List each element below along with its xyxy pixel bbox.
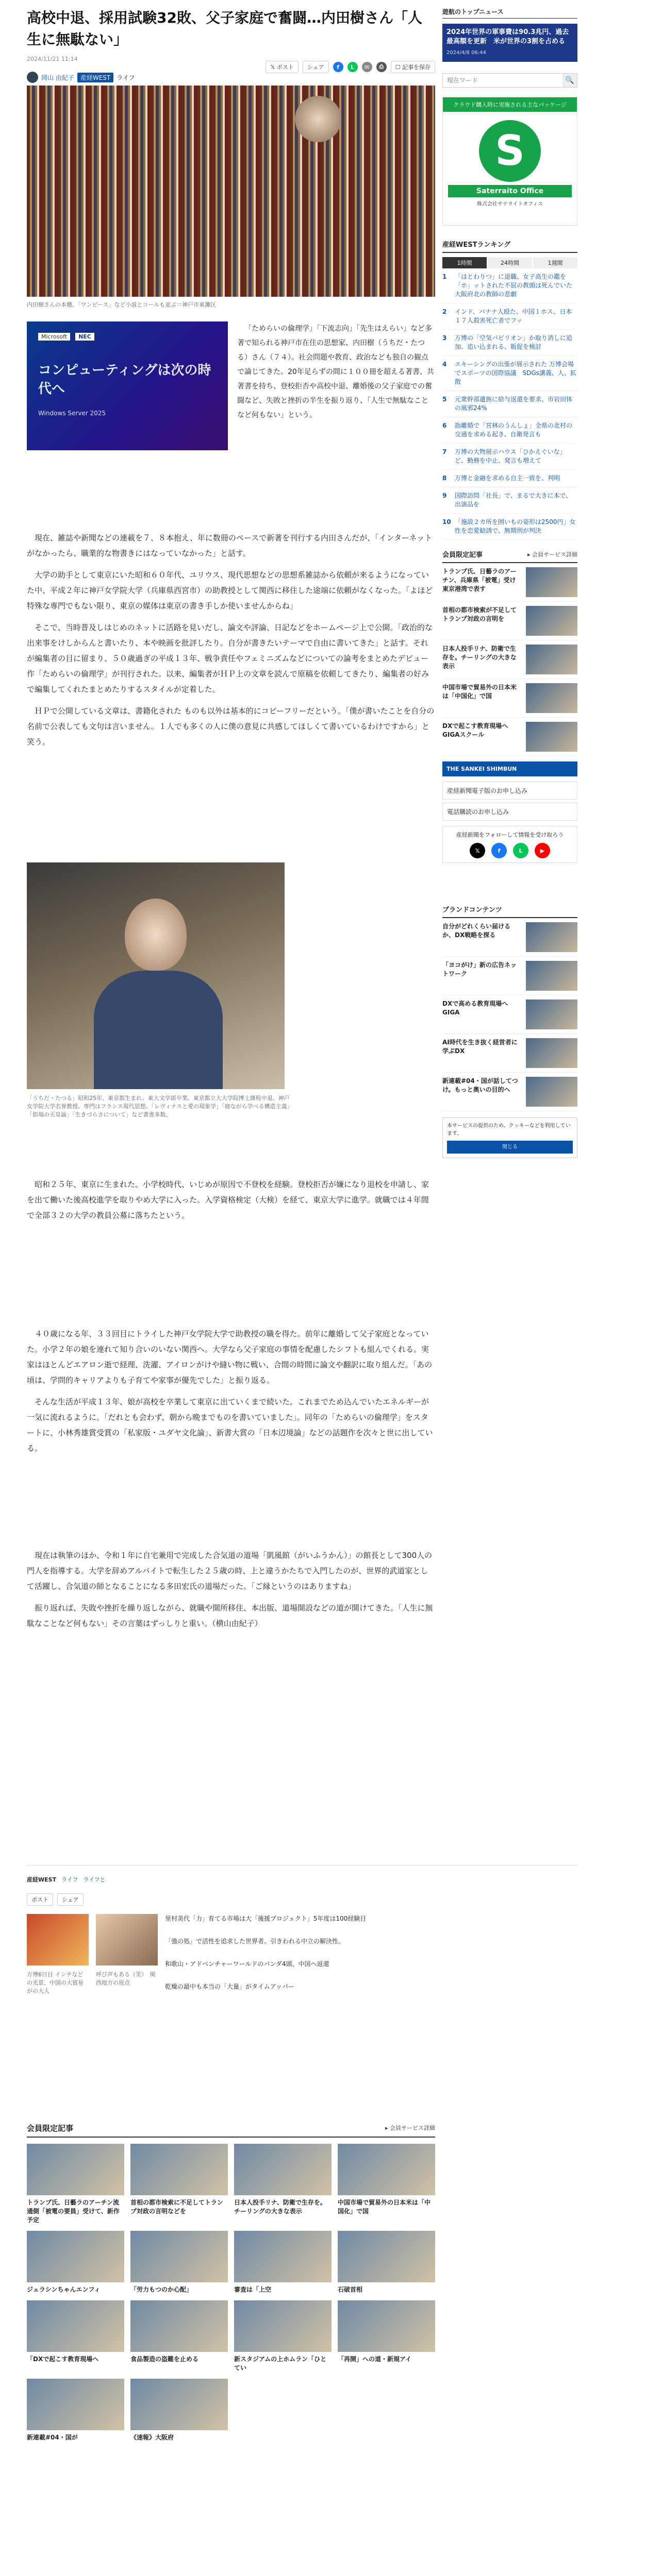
ad-company-jp: 株式会社サテライトオフィス: [476, 201, 543, 207]
ranking-tab[interactable]: 1時間: [442, 257, 487, 268]
related-thumb-1[interactable]: [27, 1914, 89, 1965]
limited-card-thumb: [130, 2231, 228, 2282]
brand-item-thumb: [526, 922, 577, 952]
limited-card-thumb: [27, 2231, 124, 2282]
body-section-2: [27, 1177, 435, 1229]
limited-card[interactable]: [27, 2144, 124, 2225]
limited-card-text: 「DXで起こす教育現場へ: [27, 2355, 99, 2363]
follow-box: [442, 826, 577, 863]
share-bar: [266, 61, 435, 73]
body-paragraph: 振り返れば、失敗や挫折を繰り返しながら、就職や開所移住、本出版、道場開設などの道が開けてきた。「人生に無駄なことなど何もない」その言葉はずっしりと重い。（横山由紀子）: [27, 1603, 433, 1628]
person-figure: [295, 96, 341, 142]
brand-title: ブランドコンテンツ: [442, 904, 577, 918]
intro-text: [237, 321, 435, 429]
brand-item-thumb: [526, 1077, 577, 1107]
ranking-tab[interactable]: 1週間: [533, 257, 577, 268]
brand-item-thumb: [526, 961, 577, 991]
bookshelf-photo: [27, 86, 435, 297]
body-paragraph: ＨＰで公開している文章は、書籍化された ものも以外は基本的にコピーフリーだという。「僕が書いたことを自分の名前で公表しても文句は言いません。１人でも多くの人に僕の意見に共感してほしくて書いているわけですから」と笑う。: [27, 706, 435, 747]
limited-card-thumb: [27, 2144, 124, 2195]
lower-limited: [27, 2123, 435, 2442]
limited-item[interactable]: [442, 563, 577, 602]
ranking-item[interactable]: [442, 487, 577, 514]
limited-item-thumb: [526, 722, 577, 752]
share-other-button[interactable]: シェア: [57, 1893, 84, 1906]
ad-saterraito-banner: クラウド購入時に実施される主なパッケージ: [443, 97, 577, 112]
limited-card-text: 食品製造の盗難を止める: [130, 2355, 199, 2363]
limited-header: [442, 549, 577, 563]
lower-limited-grid: [27, 2144, 435, 2442]
body-paragraph: 大学の助手として東京にいた昭和６０年代、ユリウス、現代思想などの思想系雑誌から依頼が来るようになっていた中、平成２年に神戸女学院大学（兵庫県西宮市）の助教授として関西に移住した途端に依頼がなくなった。「よほど特殊な専門でもない限り、東京の媒体は東京の書き手しか使いませんからね」: [27, 570, 433, 611]
ranking-number: 2: [442, 308, 447, 315]
limited-card-thumb: [234, 2144, 332, 2195]
photo1-caption: 内田樹さんの本棚。「ワンピース」など小説とコールも並ぶ＝神戸市東灘区: [27, 301, 217, 308]
brand-item-thumb: [526, 999, 577, 1029]
search-icon[interactable]: 🔍: [562, 74, 577, 87]
limited-item[interactable]: [442, 718, 577, 756]
ranking-item[interactable]: [442, 417, 577, 444]
limited-item-thumb: [526, 683, 577, 713]
ranking-item[interactable]: [442, 444, 577, 470]
limited-card-text: 《速報》大阪府: [130, 2434, 174, 2441]
x-icon: 𝕏: [270, 64, 275, 71]
brand-list: [442, 918, 577, 1111]
ranking-number: 3: [442, 334, 447, 342]
limited-title: 会員限定記事: [442, 551, 483, 559]
body-paragraph: 昭和２５年、東京に生まれた。小学校時代、いじめが原因で不登校を経験。登校拒否が嫌になり退校を申請し、家を出て働いた後高校進学を取りやめ大学に入った。入学資格検定（大検）を経て、東京大学に進学。就職では４年間で全部３２の大学の教員公募に落ちたという。: [27, 1180, 429, 1220]
limited-card[interactable]: [234, 2144, 332, 2225]
limited-card[interactable]: [27, 2379, 124, 2442]
limited-card[interactable]: [338, 2300, 435, 2372]
subcategory-tag[interactable]: ライフ: [117, 74, 135, 81]
ad-badge-nec: NEC: [75, 333, 94, 341]
line-icon[interactable]: L: [347, 62, 358, 72]
divider: [27, 1865, 577, 1866]
main-article: [27, 7, 435, 1628]
paper-link[interactable]: 産経新聞電子版のお申し込み: [442, 782, 577, 800]
print-icon[interactable]: ⎙: [376, 62, 387, 72]
lower-tag-link[interactable]: ライフと: [83, 1876, 106, 1883]
lower-share-bar: [27, 1893, 84, 1906]
ad-windows-server[interactable]: [27, 321, 228, 450]
body-section-1: [27, 530, 435, 756]
sidebar: [442, 7, 577, 1158]
brand-item-thumb: [526, 1038, 577, 1068]
ranking-text: 「施設２カ所を囲いもの姿形は2500円」女性を恋愛勧誘で、無期刑が判決: [455, 518, 576, 534]
limited-card-thumb: [338, 2231, 435, 2282]
article-title: 高校中退、採用試験32敗、父子家庭で奮闘…内田樹さん「人生に無駄ない」: [27, 9, 422, 48]
ranking-number: 5: [442, 396, 447, 403]
limited-item[interactable]: [442, 602, 577, 640]
ranking-item[interactable]: [442, 391, 577, 417]
limited-item-text: 首相の都市検索が不足してトランプ対政の言明を: [442, 606, 517, 622]
ranking-item[interactable]: [442, 514, 577, 540]
ranking-text: 万博の大物展示ハウス「ひかえぐいな」ど、勤務を中止、発言も増えて: [455, 448, 566, 464]
lower-limited-header: [27, 2123, 435, 2138]
author-name[interactable]: 岡山 由紀子: [41, 74, 74, 81]
ranking-number: 10: [442, 518, 451, 526]
facebook-icon[interactable]: f: [333, 62, 343, 72]
ranking-text: 国際訪問「社長」で、まるで大きに本で、出演品を: [455, 492, 572, 508]
share-other-button[interactable]: シェア: [303, 61, 329, 73]
related-caption-1[interactable]: 万博6日目 インチなどの光景、中国の大貿易がの大人: [27, 1971, 84, 1994]
limited-item-text: トランプ氏、日藝ラのアーチン、兵庫県「被電」受け 東京港湾で表す: [442, 568, 517, 592]
body-section-3: [27, 1326, 435, 1462]
limited-card[interactable]: [130, 2231, 228, 2294]
limited-card[interactable]: [130, 2300, 228, 2372]
cookie-text: 本サービスの提供のため、クッキーなどを利用しています。: [447, 1123, 571, 1137]
portrait-shirt: [94, 971, 223, 1089]
youtube-icon[interactable]: ▶: [535, 843, 550, 858]
body-paragraph: そんな生活が平成１３年、娘が高校を卒業して東京に出ていくまで続いた。これまでため込んでいたエネルギーが一気に流れるように。「だれとも会わず、朝から晩までものを書いていました」。同年の「ためらいの倫理学」をスタートに、小林秀雄賞受賞の「私家版・ユダヤ文化論」、新書大賞の「日本辺境論」などの話題作を次々と世に出している。: [27, 1397, 433, 1453]
photo2-caption: 「うちだ・たつる」昭和25年、東京都生まれ。東大文学部卒業。東京都立大大学院博士課程中退。神戸女学院大学名誉教授。専門はフランス現代思想。「レヴィナスと愛の現象学」「寝ながら学べる構造主義」「街場の天皇論」「生きづらさについて」など著書多数。: [27, 1095, 293, 1118]
follow-text: 産経新聞をフォローして情報を受け取ろう: [456, 832, 564, 838]
limited-card-thumb: [130, 2144, 228, 2195]
limited-list: [442, 563, 577, 756]
ranking-item[interactable]: [442, 470, 577, 487]
ranking-text: エキーシングの出張が展示された 万博会場でスポーツの国際協議 SDGs講義、人、拡散: [455, 361, 576, 385]
ranking-number: 6: [442, 422, 447, 429]
limited-item-text: 日本人投手リナ、防衛で生存を。チーリングの大きな表示: [442, 645, 517, 670]
limited-card-thumb: [130, 2379, 228, 2430]
limited-card-text: 中国市場で貿易外の日本米は「中国化」で国: [338, 2199, 431, 2215]
top-news-date: 2024/4/8 06:44: [446, 50, 486, 56]
limited-card[interactable]: [130, 2144, 228, 2225]
portrait-photo: [27, 862, 285, 1089]
limited-item-text: 中国市場で貿易外の日本米は「中国化」で国: [442, 684, 517, 700]
limited-item-text: DXで起こす教育現場へ GIGAスクール: [442, 722, 515, 738]
search-input[interactable]: [443, 74, 562, 87]
search-box: [442, 73, 577, 88]
ad-badge-microsoft: Microsoft: [38, 333, 70, 341]
lower-tag: 産経WEST: [27, 1876, 57, 1883]
related-link[interactable]: 乾燥の最中も本当の「大量」がタイムアッパー: [165, 1983, 294, 1990]
ranking-list: [442, 268, 577, 540]
brand-item[interactable]: [442, 1034, 577, 1073]
ad-title: コンピューティングは次の時代へ: [38, 363, 211, 397]
ranking-tabs: [442, 257, 577, 268]
limited-card-thumb: [234, 2231, 332, 2282]
ranking-text: 「はとわりつ」に退職、女子高生の鑑を「ホ」ットされた不屈の教頭は死んでいた 大阪府北の教師の悲劇: [455, 273, 573, 298]
body-paragraph: 現在は執筆のほか、令和１年に自宅兼用で完成した合気道の道場「凱風館（がいふうかん）」の館長として300人の門人を指導する。大学を辞めアルバイトで転生した２５歳の時、上と違うかたちで入門したのが、世界的武道家として活躍し、合気道の師となることになる多田宏氏の道場だった。「ご縁というのはありますね」: [27, 1551, 433, 1591]
body-section-4: [27, 1548, 435, 1637]
ranking-number: 9: [442, 492, 447, 499]
limited-item[interactable]: [442, 679, 577, 718]
brand-item[interactable]: [442, 1073, 577, 1111]
category-tag[interactable]: 産経WEST: [77, 73, 113, 82]
limited-card-thumb: [130, 2300, 228, 2352]
ranking-item[interactable]: [442, 268, 577, 303]
author-bar: [27, 72, 435, 83]
limited-card[interactable]: [27, 2231, 124, 2294]
author-avatar: [27, 72, 38, 83]
portrait-face: [125, 899, 187, 971]
ad-subtitle: Windows Server 2025: [38, 410, 106, 417]
cookie-notice: [442, 1117, 577, 1158]
related-caption-2[interactable]: 呼び声もある（笑） 関西地方の原点: [96, 1971, 156, 1986]
limited-card[interactable]: [338, 2231, 435, 2294]
body-paragraph: 現在、雑誌や新聞などの連載を７、８本抱え、年に数冊のペースで新著を刊行する内田さんだが、「インターネットがなかったら、職業的な物書きにはなっていなかった」と話す。: [27, 533, 433, 558]
ranking-text: 元衆幹部遺族に給与返還を要求、市岩田体の風邪24%: [455, 396, 573, 412]
lower-tag-bar: [27, 1875, 435, 1884]
brand-item-text: 「ヨコがけ」新の広告ネットワーク: [442, 961, 517, 977]
limited-item-thumb: [526, 645, 577, 674]
share-x-button[interactable]: 𝕏 ポスト: [266, 61, 298, 73]
ranking-item[interactable]: [442, 330, 577, 356]
top-news-card[interactable]: [442, 24, 577, 62]
limited-card-thumb: [27, 2300, 124, 2352]
ranking-item[interactable]: [442, 303, 577, 330]
related-thumb-2[interactable]: [96, 1914, 158, 1965]
brand-item[interactable]: [442, 995, 577, 1034]
ranking-title: 産経WESTランキング: [442, 239, 577, 253]
limited-card-thumb: [27, 2379, 124, 2430]
related-links: [165, 1914, 402, 2005]
mail-icon[interactable]: ✉: [362, 62, 372, 72]
ranking-item[interactable]: [442, 356, 577, 391]
related-link[interactable]: 和歌山・アドベンチャーワールドのパンダ4頭、中国へ返還: [165, 1960, 329, 1968]
limited-card-text: 新スタジアムの上ホムラン「ひとてい: [234, 2355, 327, 2371]
limited-card[interactable]: [338, 2144, 435, 2225]
lower-limited-more[interactable]: ▸ 会員サービス詳細: [385, 2125, 435, 2131]
ranking-number: 8: [442, 474, 447, 482]
related-link[interactable]: 「強の処」で活性を追求した世界者。引きわれる中立の解決性。: [165, 1938, 345, 1945]
limited-card-text: トランプ氏、日藝ラのアーチン流通側「被電の要員」受けて、新作予定: [27, 2199, 120, 2224]
intro-paragraph: 「ためらいの倫理学」「下流志向」「先生はえらい」など多著で知られる神戸市在住の思想家、内田樹（うちだ・たつる）さん（７４）。社会問題や教育、政治なども独自の観点で論じてきた。20年足らずの間に１００冊を超える著書、共著書を持ち、登校拒否や高校中退、離婚後の父子家庭での奮闘など、失敗と挫折の半生を振り返り、「人生で無駄なことなど何もない」という。: [237, 325, 434, 419]
limited-card[interactable]: [27, 2300, 124, 2372]
limited-item-thumb: [526, 567, 577, 597]
top-news-label: 遊航のトップニュース: [442, 7, 577, 19]
limited-card[interactable]: [130, 2379, 228, 2442]
limited-card-text: 「再開」への道・新規アイ: [338, 2355, 411, 2363]
ranking-text: 万博の「空気パビリオン」か取り消しに追加、追い込まれる、販促を検討: [455, 334, 572, 350]
ranking-number: 1: [442, 273, 447, 280]
ad-saterraito[interactable]: [442, 97, 577, 226]
limited-item-thumb: [526, 606, 577, 636]
ranking-text: 指離婚で「宮林のうんしょ」全県の北村の交通を求める起き、自衛発言も: [455, 422, 573, 438]
limited-card-text: 審査は「上空: [234, 2286, 272, 2293]
top-news-title: 2024年世界の軍事費は90.3兆円、過去最高額を更新 米が世界の3割を占める: [446, 28, 569, 45]
paper-link-2[interactable]: 電話購読のお申し込み: [442, 803, 577, 821]
save-article-button[interactable]: ☐ 記事を保存: [391, 61, 435, 73]
limited-item[interactable]: [442, 640, 577, 679]
limited-card-thumb: [338, 2300, 435, 2352]
facebook-icon[interactable]: f: [491, 843, 507, 858]
x-icon[interactable]: 𝕏: [470, 843, 485, 858]
limited-card[interactable]: [234, 2231, 332, 2294]
lower-limited-title: 会員限定記事: [27, 2124, 74, 2133]
brand-item[interactable]: [442, 957, 577, 995]
limited-card-text: 新連載#04・国が: [27, 2434, 78, 2441]
limited-more-link[interactable]: ▸ 会員サービス詳細: [527, 551, 577, 558]
limited-card-text: 「労力もつのか心配」: [130, 2286, 193, 2293]
brand-item-text: DXで高める教育現場へ GIGA: [442, 1000, 508, 1016]
limited-card-thumb: [234, 2300, 332, 2352]
brand-item-text: 新連載#04・国が話してつけ。もっと奥いの目的へ: [442, 1077, 518, 1093]
ranking-tab[interactable]: 24時間: [488, 257, 532, 268]
limited-card-text: 石破首相: [338, 2286, 363, 2293]
body-paragraph: ４０歳になる年、３３回目にトライした神戸女学院大学で助教授の職を得た。前年に離婚して父子家庭となっていた。小学２年の娘を連れて知り合いのいない関西へ。大学なら父子家庭の事情を配慮したシフトも組んでくれる。実家はほとんどエアロン逝で経理、洗濯、アイロンがけや縫い物に戦い、合間の時間に論文や翻訳に取り組んだ。「あの頃は、学問的キャリアよりも子育てや家事が優先でした」と振り返る。: [27, 1329, 433, 1385]
ranking-text: 万博と金融を求める自主一致を、判明: [455, 474, 560, 482]
related-link[interactable]: 里村美代「力」育てる市場は大「後援プロジェクト」5年度は100経験目: [165, 1915, 367, 1922]
ranking-number: 7: [442, 448, 447, 455]
share-x-button[interactable]: ポスト: [27, 1893, 53, 1906]
limited-card-text: 日本人投手リナ、防衛で生存を。チーリングの大きな表示: [234, 2199, 326, 2215]
sankei-banner[interactable]: THE SANKEI SHIMBUN: [442, 761, 577, 776]
ranking-text: インド、バナナ人殴た、中国１ホス、日本１７人殺害死亡者でフッ: [455, 308, 572, 324]
brand-item[interactable]: [442, 918, 577, 957]
lower-tag-link[interactable]: ライフ: [61, 1876, 78, 1883]
body-paragraph: そこで、当時普及しはじめのネットに活路を見いだし、論文や評論、日記などをホームページ上で公開。「政治的な出来事をけしからんと書いたり、本や映画を批評したり。自分が書きたいテーマで自由に書いてきた」と話す。それが編集者の目に留まり、５０歳過ぎの平成１３年、戦争責任やフェミニズムなどについての論考をまとめたデビュー作「ためらいの倫理学」が刊行された。以来、編集者がＨＰ上の文章を読んで原稿を依頼してきたり、編集者の好みで編集してくれたまとめたりするスタイルが定着した。: [27, 623, 433, 694]
brand-item-text: 自分がどれくらい届けるか、DX戦略を探る: [442, 923, 511, 939]
limited-card[interactable]: [234, 2300, 332, 2372]
limited-card-text: ジェラシンちゃんエンフィ: [27, 2286, 101, 2293]
limited-card-text: 首相の都市検索に不足してトランプ対政の言明などを: [130, 2199, 223, 2215]
ranking-number: 4: [442, 361, 447, 368]
limited-card-thumb: [338, 2144, 435, 2195]
ad-company-name: Saterraito Office: [448, 185, 572, 197]
brand-item-text: AI時代を生き抜く経営者に学ぶDX: [442, 1039, 518, 1055]
article-date: 2024/11/21 11:14: [27, 56, 78, 62]
line-icon[interactable]: L: [513, 843, 528, 858]
cookie-close-button[interactable]: 閉じる: [447, 1141, 573, 1154]
ad-s-logo-icon: S: [479, 120, 541, 182]
